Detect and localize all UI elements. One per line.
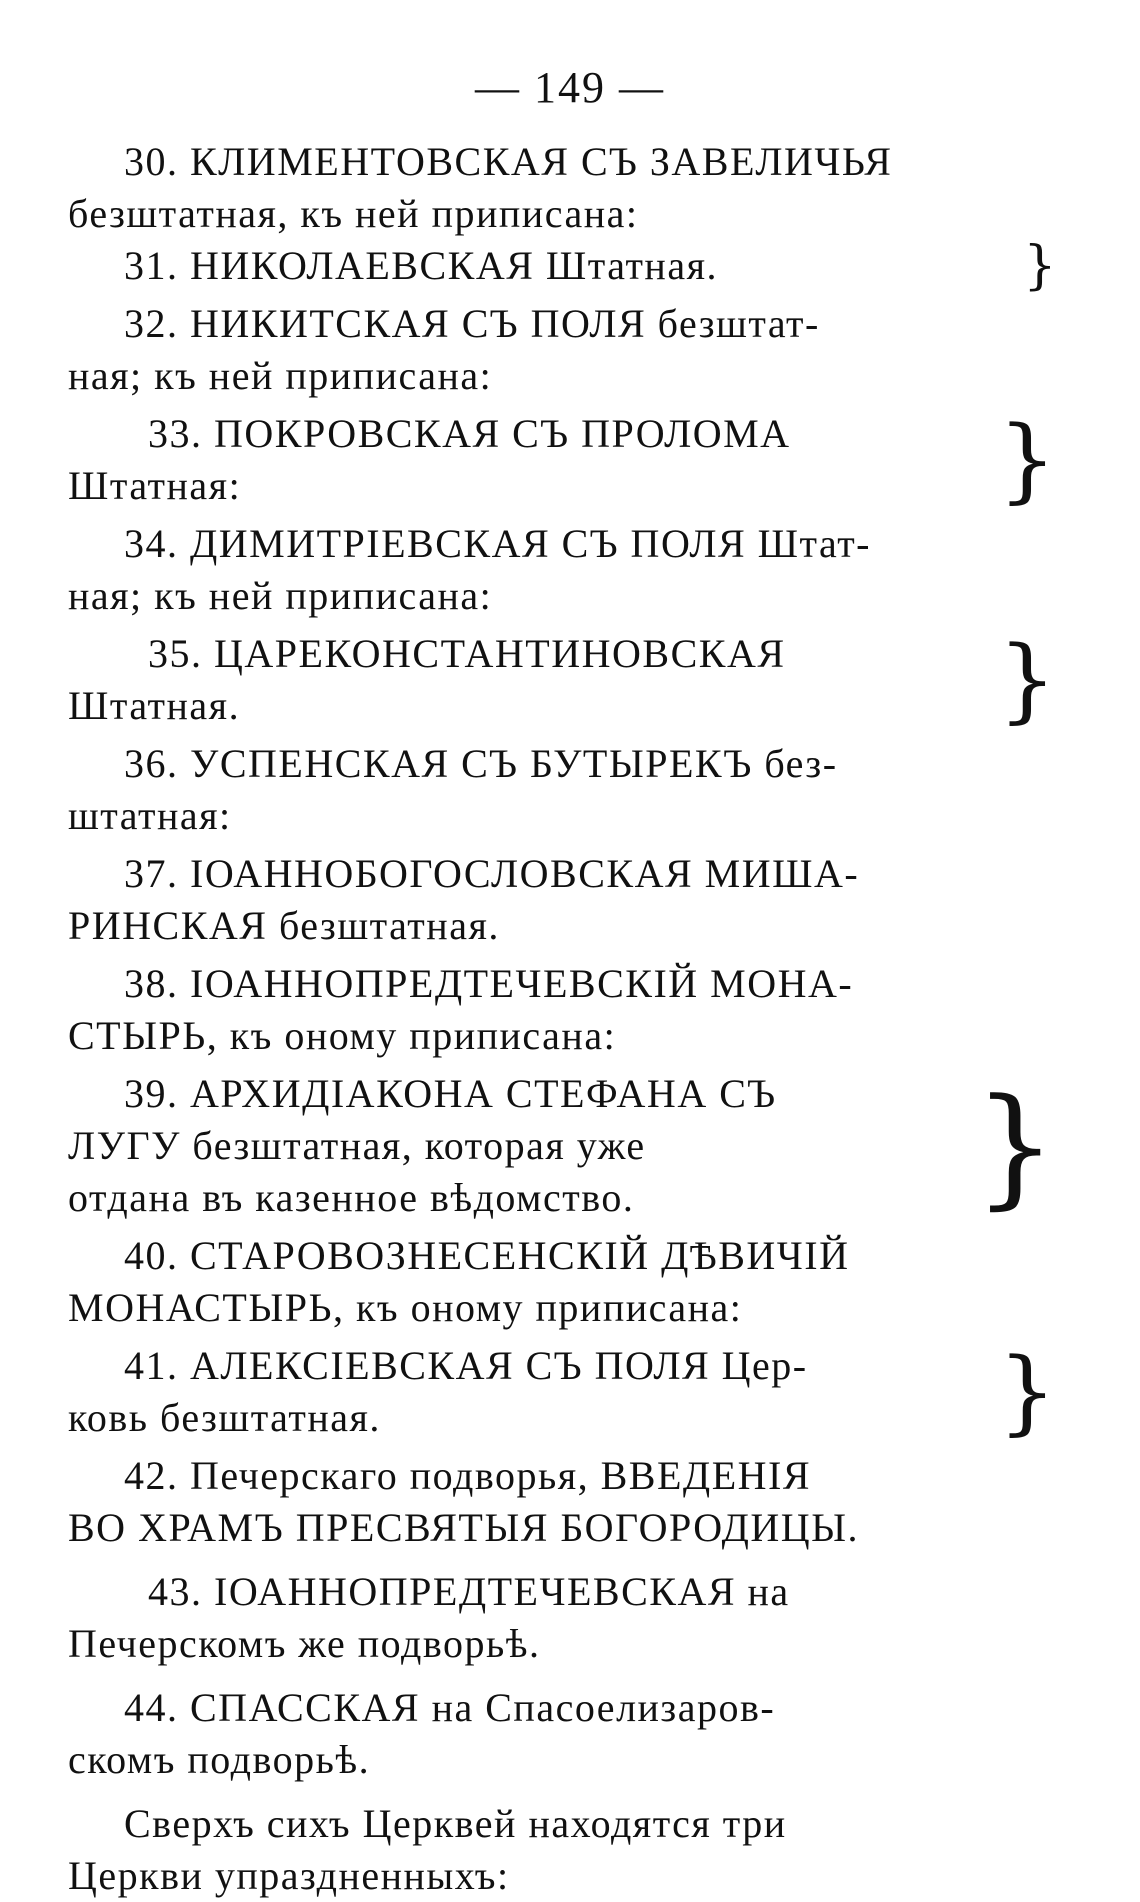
entry-37 xyxy=(68,848,1058,952)
entry-line: 40. СТАРОВОЗНЕСЕНСКІЙ ДѢВИЧІЙ xyxy=(124,1233,850,1278)
entry-line: 44. СПАССКАЯ на Спасоелизаров- xyxy=(124,1685,776,1730)
closing-line: Сверхъ сихъ Церквей находятся три xyxy=(124,1801,787,1846)
entry-42 xyxy=(68,1450,1058,1554)
entry-line: ковь безштатная. xyxy=(68,1395,381,1440)
brace-glyph: } xyxy=(997,626,1058,733)
entry-line: РИНСКАЯ безштатная. xyxy=(68,903,500,948)
entry-43 xyxy=(68,1566,1058,1670)
entry-33 xyxy=(68,408,1058,512)
entry-line: СТЫРЬ, къ оному приписана: xyxy=(68,1013,617,1058)
entry-line: ЛУГУ безштатная, которая уже xyxy=(68,1123,646,1168)
entry-34 xyxy=(68,518,1058,622)
entry-line: Штатная. xyxy=(68,683,241,728)
entry-line: 37. ІОАННОБОГОСЛОВСКАЯ МИША- xyxy=(124,851,860,896)
entry-line: 35. ЦАРЕКОНСТАНТИНОВСКАЯ xyxy=(148,631,786,676)
closing-paragraph xyxy=(68,1798,1058,1902)
entry-line: ВО ХРАМЪ ПРЕСВЯТЫЯ БОГОРОДИЦЫ. xyxy=(68,1505,860,1550)
entry-line: штатная: xyxy=(68,793,232,838)
entry-line: 38. ІОАННОПРЕДТЕЧЕВСКІЙ МОНА- xyxy=(124,961,854,1006)
page-number: — 149 — xyxy=(475,63,665,112)
entry-39 xyxy=(68,1068,1058,1224)
entry-line: 39. АРХИДІАКОНА СТЕФАНА СЪ xyxy=(124,1071,777,1116)
brace-glyph: } xyxy=(1023,236,1058,296)
brace-glyph: } xyxy=(997,1338,1058,1445)
entry-line: 36. УСПЕНСКАЯ СЪ БУТЫРЕКЪ без- xyxy=(124,741,838,786)
entry-36 xyxy=(68,738,1058,842)
brace-glyph: } xyxy=(997,406,1058,513)
entry-line: безштатная, къ ней приписана: xyxy=(68,191,639,236)
entry-line: 33. ПОКРОВСКАЯ СЪ ПРОЛОМА xyxy=(148,411,791,456)
entry-line: 42. Печерскаго подворья, ВВЕДЕНІЯ xyxy=(124,1453,812,1498)
entry-30 xyxy=(68,136,1058,240)
entry-line: 41. АЛЕКСІЕВСКАЯ СЪ ПОЛЯ Цер- xyxy=(124,1343,808,1388)
entry-line: ная; къ ней приписана: xyxy=(68,353,493,398)
entry-40 xyxy=(68,1230,1058,1334)
entry-line: Штатная: xyxy=(68,463,242,508)
entry-line: 43. ІОАННОПРЕДТЕЧЕВСКАЯ на xyxy=(148,1569,790,1614)
entry-line: отдана въ казенное вѣдомство. xyxy=(68,1175,635,1220)
entry-line: 30. КЛИМЕНТОВСКАЯ СЪ ЗАВЕЛИЧЬЯ xyxy=(124,139,893,184)
entry-line: МОНАСТЫРЬ, къ оному приписана: xyxy=(68,1285,743,1330)
closing-line: Церкви упраздненныхъ: xyxy=(68,1853,510,1898)
entry-line: Печерскомъ же подворьѣ. xyxy=(68,1621,541,1666)
entry-line: ная; къ ней приписана: xyxy=(68,573,493,618)
entry-line: 34. ДИМИТРІЕВСКАЯ СЪ ПОЛЯ Штат- xyxy=(124,521,871,566)
entry-line: скомъ подворьѣ. xyxy=(68,1737,371,1782)
entry-41 xyxy=(68,1340,1058,1444)
entry-32 xyxy=(68,298,1058,402)
entry-line: 32. НИКИТСКАЯ СЪ ПОЛЯ безштат- xyxy=(124,301,820,346)
entry-31 xyxy=(68,236,1058,296)
brace-glyph: } xyxy=(973,1070,1058,1222)
entry-35 xyxy=(68,628,1058,732)
entry-38 xyxy=(68,958,1058,1062)
page-body xyxy=(68,136,1058,1902)
entry-44 xyxy=(68,1682,1058,1786)
entry-line: 31. НИКОЛАЕВСКАЯ Штатная. xyxy=(124,243,718,288)
